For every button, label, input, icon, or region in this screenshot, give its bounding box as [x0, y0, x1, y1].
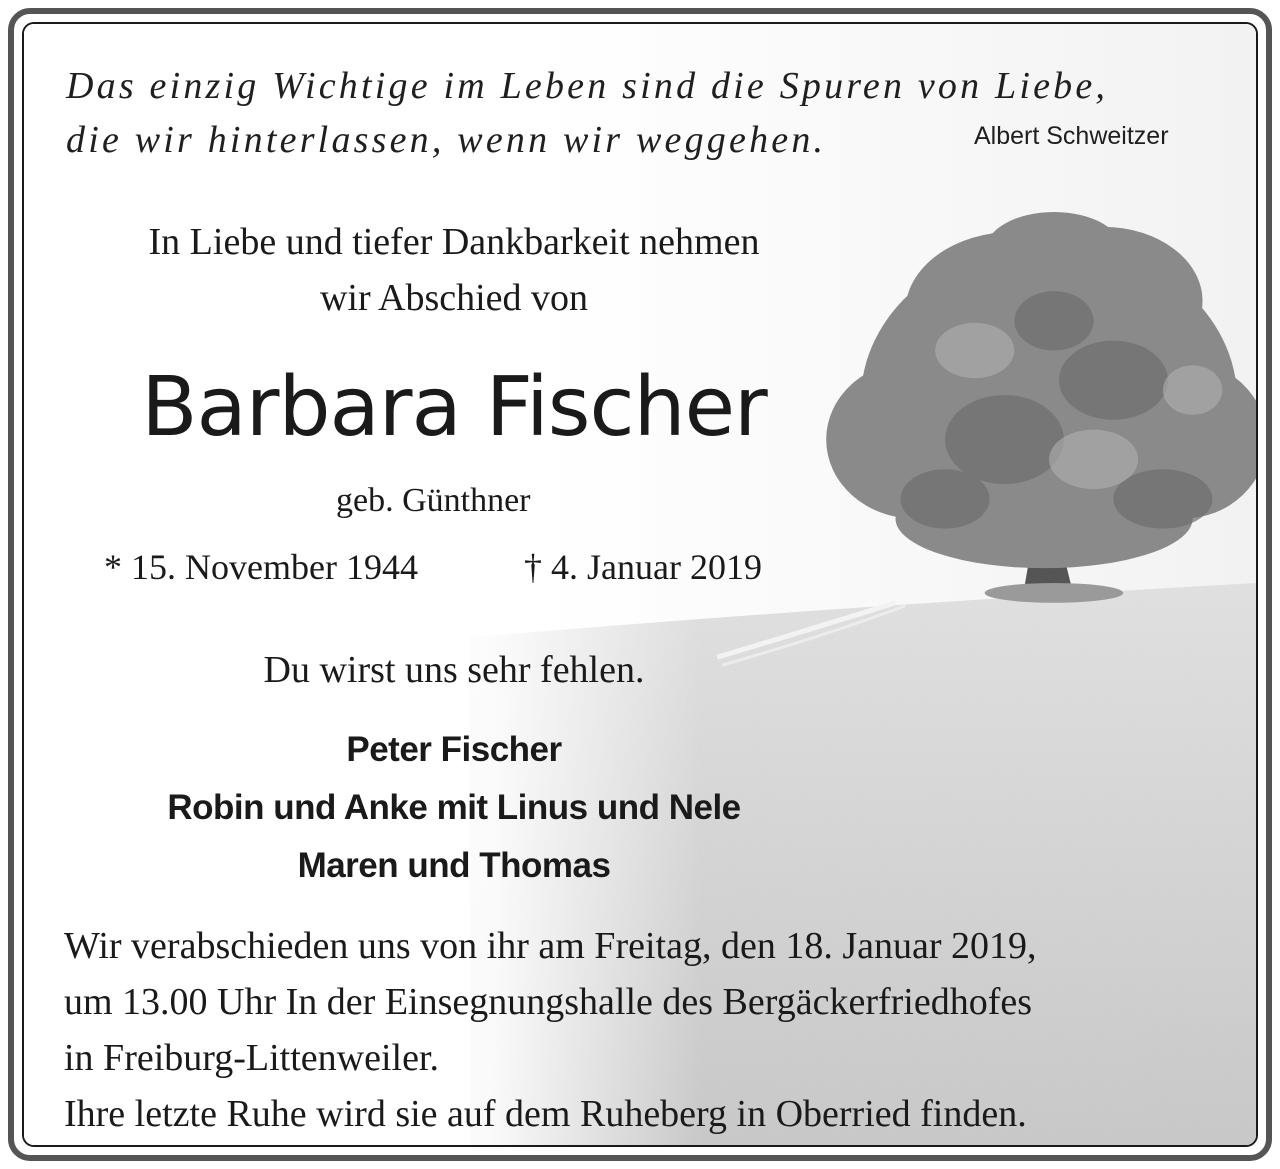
birth-date: * 15. November 1944 [104, 547, 418, 587]
farewell-line: Du wirst uns sehr fehlen. [263, 649, 645, 691]
mourner-name: Maren und Thomas [297, 846, 611, 885]
mourner-name: Peter Fischer [346, 730, 562, 769]
deceased-name: Barbara Fischer [141, 360, 767, 455]
service-line-4: Ihre letzte Ruhe wird sie auf dem Ruheberg in Oberried finden. [64, 1093, 1027, 1135]
quote-line-2: die wir hinterlassen, wenn wir weggehen. [66, 119, 827, 161]
intro-line-1: In Liebe und tiefer Dankbarkeit nehmen [148, 221, 760, 263]
intro-line-2: wir Abschied von [319, 277, 589, 319]
obituary-frame [8, 8, 1272, 1161]
quote-line-1: Das einzig Wichtige im Leben sind die Spuren von Liebe, [66, 65, 1109, 107]
birth-name: geb. Günthner [336, 482, 531, 519]
service-line-3: in Freiburg-Littenweiler. [64, 1037, 439, 1079]
mourner-name: Robin und Anke mit Linus und Nele [167, 788, 741, 827]
service-line-2: um 13.00 Uhr In der Einsegnungshalle des Bergäckerfriedhofes [64, 981, 1033, 1023]
quote-author: Albert Schweitzer [974, 122, 1169, 150]
service-line-1: Wir verabschieden uns von ihr am Freitag, den 18. Januar 2019, [64, 925, 1037, 967]
obituary-card [22, 22, 1258, 1147]
death-date: † 4. Januar 2019 [524, 547, 762, 587]
